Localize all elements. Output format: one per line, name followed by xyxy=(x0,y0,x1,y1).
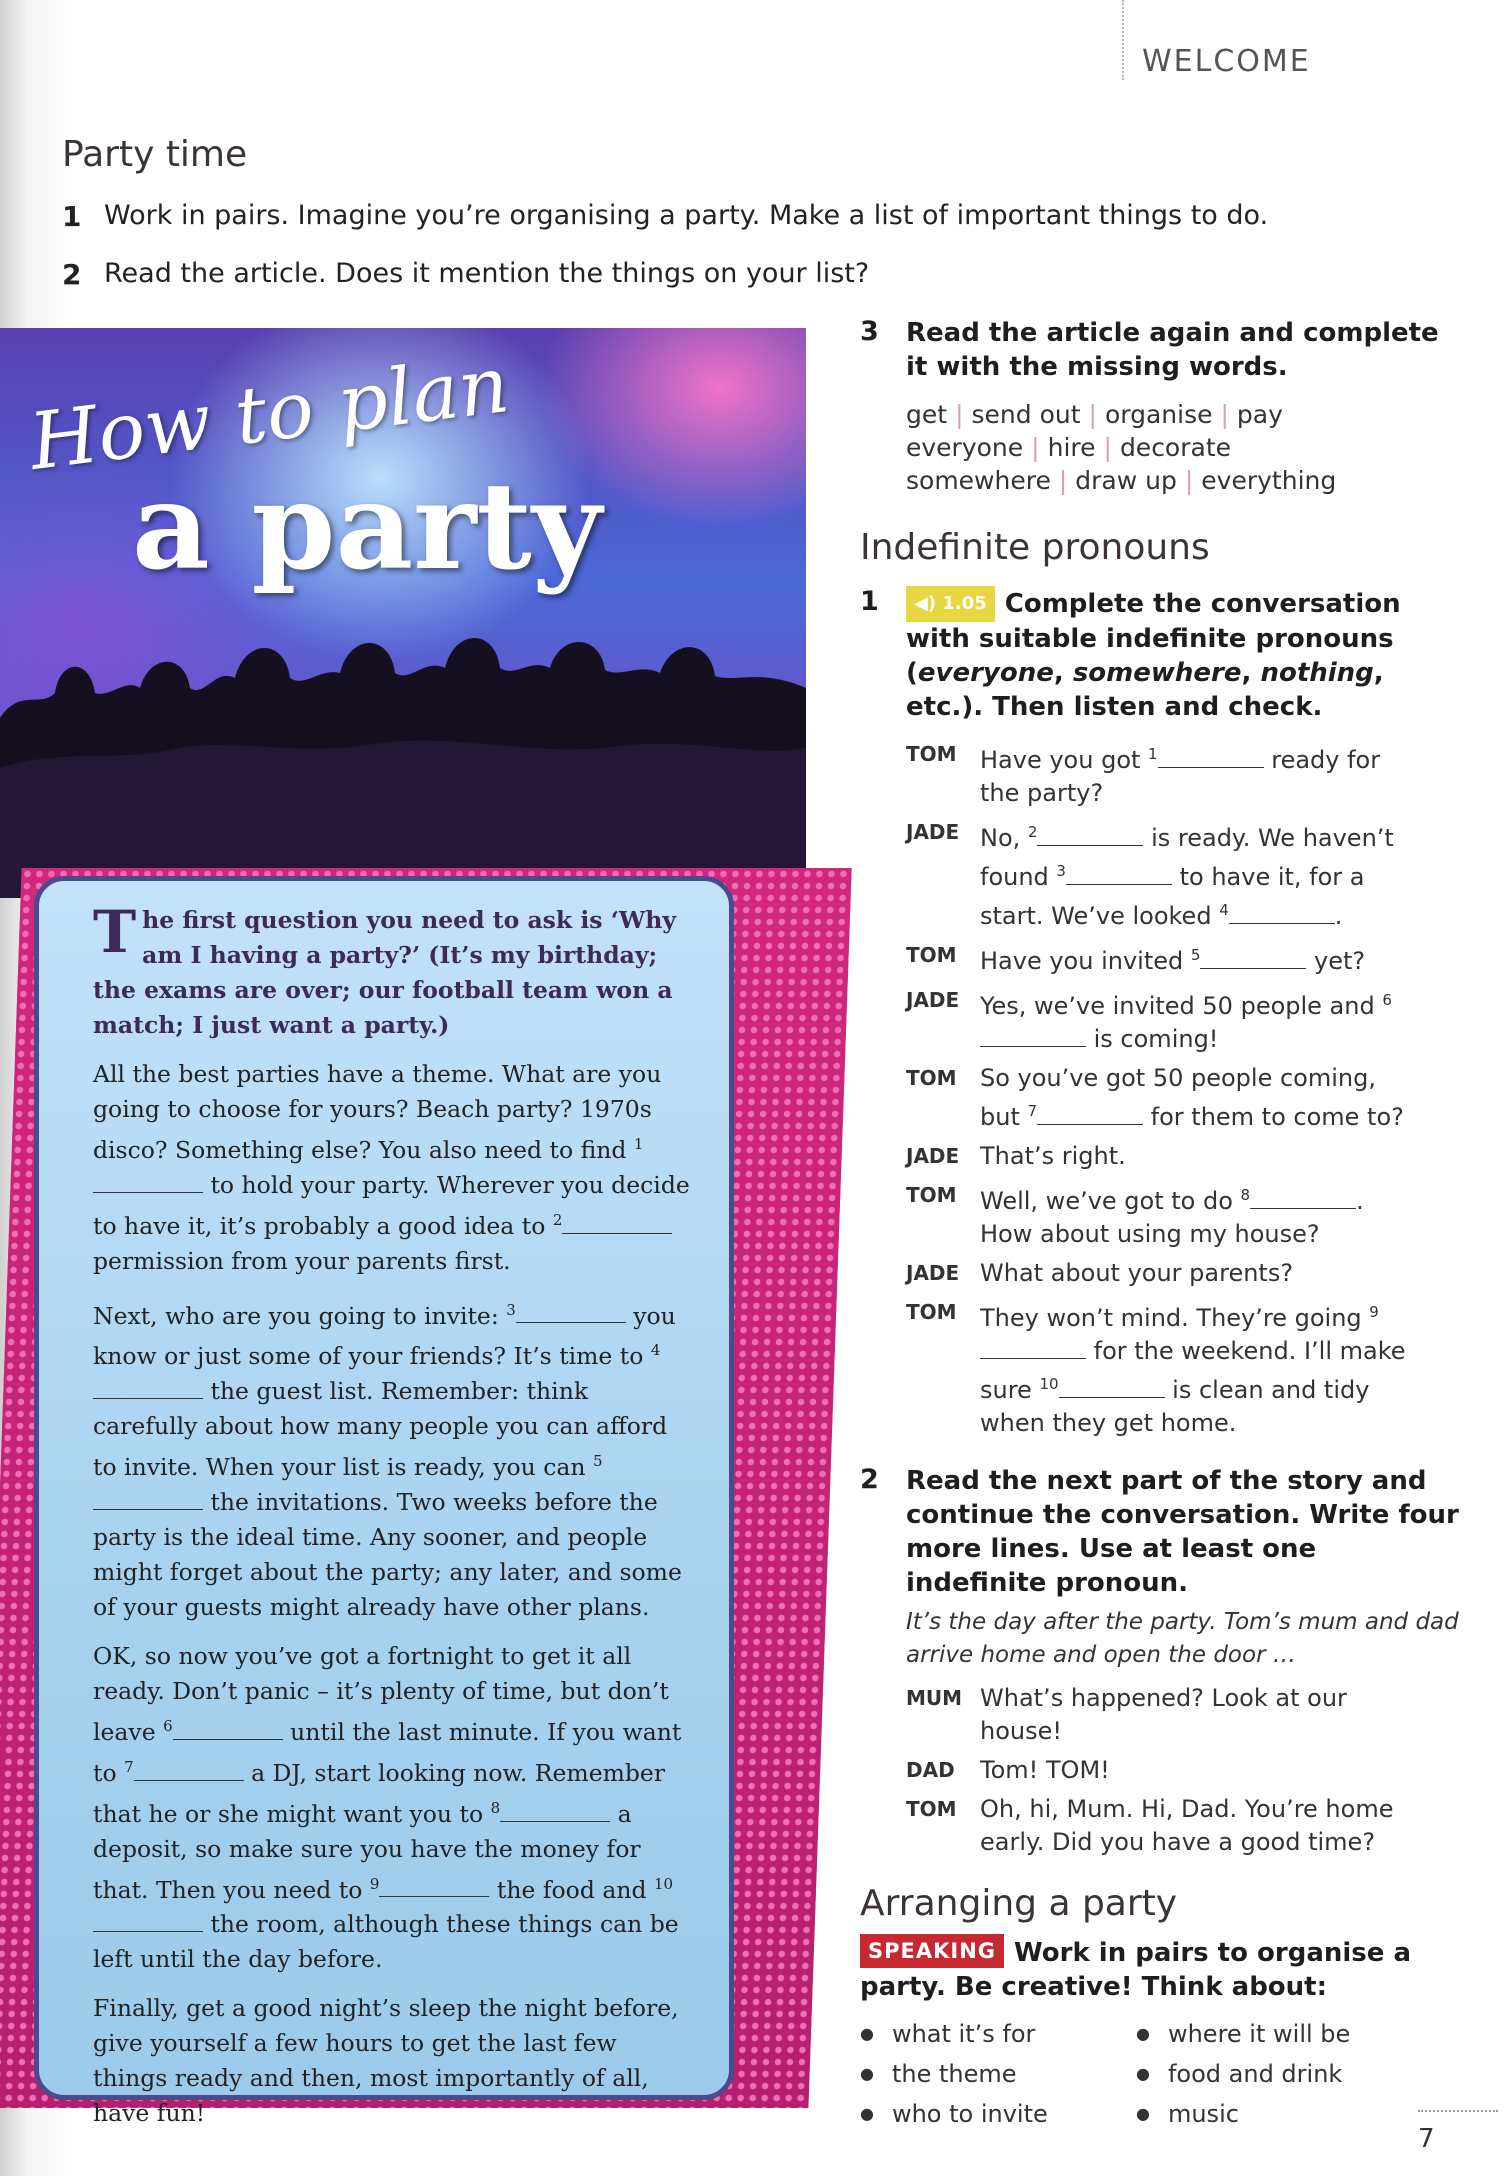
list-item: ● who to invite xyxy=(860,2094,1136,2134)
exercise-3-number: 3 xyxy=(860,316,879,347)
exercise-3-text: Read the article again and complete it with the missing words. xyxy=(906,318,1439,382)
exercise-2-number: 2 xyxy=(62,258,82,291)
list-item: ● music xyxy=(1136,2094,1412,2134)
page-number: 7 xyxy=(1418,2124,1435,2154)
arranging-title: Arranging a party xyxy=(860,1883,1178,1924)
gap-blank[interactable] xyxy=(173,1721,283,1740)
indefinite-ex2-text: Read the next part of the story and continue the conversation. Write four more lines. Use at least one indefinite pronoun. xyxy=(906,1466,1459,1598)
gap-blank[interactable] xyxy=(1037,1108,1143,1125)
article-paragraph-3: OK, so now you’ve got a fortnight to get it all ready. Don’t panic – it’s plenty of time, but don’t leave $^6$ until the last minute. If you want to $^7$ a DJ, start looking now. Remember that he or she might want you to $^8$ a deposit, so make sure you have the money for that. Then you need to $^9$ the food and $^{10}$ the room, although these things can be left until the day before. xyxy=(93,1642,682,1974)
list-item: ● the theme xyxy=(860,2054,1136,2094)
article-paragraph-2: Next, who are you going to invite: $^3$ you know or just some of your friends? It’s time to $^4$ the guest list. Remember: think carefully about how many people you can afford to invite. When your list is ready, you can $^5$ the invitations. Two weeks before the party is the ideal time. Any sooner, and people might forget about the party; any later, and some of your guests might already have other plans. xyxy=(93,1300,682,1622)
article-title-main: a party xyxy=(132,456,602,597)
gap-blank[interactable] xyxy=(1250,1192,1356,1209)
word-item: pay xyxy=(1236,400,1283,429)
word-item: send out xyxy=(971,400,1081,429)
dialog-line: TOM Well, we’ve got to do $^8$ . How about using my house? xyxy=(906,1183,1364,1248)
word-item: decorate xyxy=(1119,433,1232,462)
lead-text: he first question you need to ask is ‘Why am I having a party?’ (It’s my birthday; the exams are over; our football team won a match; I just want a party.) xyxy=(93,906,677,1039)
dialog-line: JADE Yes, we’ve invited 50 people and $^6$ is coming! xyxy=(906,988,1392,1053)
word-item: draw up xyxy=(1075,466,1177,495)
dialog-line: JADE That’s right. xyxy=(906,1142,1126,1170)
gap-blank[interactable] xyxy=(1066,868,1172,885)
dialog-line: TOM Have you got $^1$ ready for the party? xyxy=(906,742,1381,807)
speaking-badge: SPEAKING xyxy=(860,1934,1004,1968)
gap-blank[interactable] xyxy=(93,1913,203,1932)
indefinite-ex2-number: 2 xyxy=(860,1464,879,1495)
bullet-column-1 xyxy=(860,2014,1136,2134)
article-text-panel xyxy=(34,876,734,2128)
gap-blank[interactable] xyxy=(93,1174,203,1193)
gap-blank[interactable] xyxy=(980,1030,1086,1047)
exercise-1-text: Work in pairs. Imagine you’re organising a party. Make a list of important things to do. xyxy=(104,200,1269,231)
indefinite-ex1-number: 1 xyxy=(860,586,879,617)
gap-blank[interactable] xyxy=(1200,952,1306,969)
indefinite-exercise-1 xyxy=(860,586,1460,1440)
dialog-line: TOM So you’ve got 50 people coming, but $^7$ for them to come to? xyxy=(906,1064,1404,1131)
dialog-line: MUM What’s happened? Look at our house! xyxy=(906,1684,1347,1745)
gap-blank[interactable] xyxy=(1158,751,1264,768)
gap-blank[interactable] xyxy=(562,1215,672,1234)
article xyxy=(0,328,806,2128)
indefinite-pronouns-title: Indefinite pronouns xyxy=(860,527,1210,568)
article-title-script: How to plan xyxy=(25,340,514,488)
word-item: everyone xyxy=(906,433,1024,462)
section-header: WELCOME xyxy=(1142,44,1311,79)
conversation xyxy=(906,738,1460,1440)
story-prompt: It’s the day after the party. Tom’s mum and dad arrive home and open the door … xyxy=(906,1609,1459,1668)
drop-cap: T xyxy=(93,898,137,966)
think-about-list xyxy=(860,2014,1460,2134)
gap-blank[interactable] xyxy=(1037,829,1143,846)
gap-blank[interactable] xyxy=(93,1380,203,1399)
indefinite-exercise-2 xyxy=(860,1464,1460,1859)
party-photo xyxy=(0,328,806,888)
word-item: somewhere xyxy=(906,466,1051,495)
gap-blank[interactable] xyxy=(516,1304,626,1323)
gap-blank[interactable] xyxy=(1059,1381,1165,1398)
dialog-line: TOM They won’t mind. They’re going $^9$ for the weekend. I’ll make sure $^{10}$ is clean and tidy when they get home. xyxy=(906,1300,1406,1437)
word-item: get xyxy=(906,400,948,429)
gap-blank[interactable] xyxy=(980,1342,1086,1359)
footer-divider xyxy=(1418,2110,1498,2112)
indefinite-ex1-text: ◀) 1.05 Complete the conversation with suitable indefinite pronouns (everyone, somewhere, nothing, etc.). Then listen and check. xyxy=(906,586,1460,724)
audio-track-badge[interactable]: ◀) 1.05 xyxy=(906,586,995,622)
list-item: ● food and drink xyxy=(1136,2054,1412,2094)
list-item: ● what it’s for xyxy=(860,2014,1136,2054)
exercise-3 xyxy=(860,316,1460,497)
crowd-silhouette xyxy=(0,598,806,898)
speaker-icon: ◀) xyxy=(914,593,943,614)
bullet-column-2 xyxy=(1136,2014,1412,2134)
header-divider xyxy=(1122,0,1124,80)
word-item: everything xyxy=(1201,466,1337,495)
article-lead xyxy=(93,898,697,1043)
article-paragraph-1: All the best parties have a theme. What are you going to choose for yours? Beach party? 1970s disco? Something else? You also need to find $^1$ to hold your party. Wherever you decide to have it, it’s probably a good idea to $^2$ permission from your parents first. xyxy=(93,1060,690,1275)
party-time-title: Party time xyxy=(62,134,248,175)
exercise-1-number: 1 xyxy=(62,200,82,233)
arranging-instruction: SPEAKING Work in pairs to organise a party. Be creative! Think about: xyxy=(860,1934,1460,2004)
word-item: organise xyxy=(1104,400,1213,429)
gap-blank[interactable] xyxy=(134,1762,244,1781)
dialog-line: TOM Have you invited $^5$ yet? xyxy=(906,943,1366,975)
gap-blank[interactable] xyxy=(93,1491,203,1510)
gap-blank[interactable] xyxy=(500,1803,610,1822)
right-column xyxy=(860,316,1460,2134)
dialog-line: DAD Tom! TOM! xyxy=(906,1756,1110,1784)
exercise-2-text: Read the article. Does it mention the things on your list? xyxy=(104,258,870,289)
gap-blank[interactable] xyxy=(1229,907,1335,924)
dialog-line: TOM Oh, hi, Mum. Hi, Dad. You’re home early. Did you have a good time? xyxy=(906,1795,1394,1856)
list-item: ● where it will be xyxy=(1136,2014,1412,2054)
article-paragraph-4: Finally, get a good night’s sleep the night before, give yourself a few hours to get the last few things ready and then, most importantly of all, have fun! xyxy=(93,1994,679,2128)
word-box: get | send out | organise | pay everyone | hire | decorate somewhere | draw up | everything xyxy=(906,400,1337,495)
word-item: hire xyxy=(1047,433,1096,462)
gap-blank[interactable] xyxy=(379,1878,489,1897)
dialog-line: JADE What about your parents? xyxy=(906,1259,1294,1287)
dialog-line: JADE No, $^2$ is ready. We haven’t found $^3$ to have it, for a start. We’ve looked $^4$ . xyxy=(906,820,1394,930)
